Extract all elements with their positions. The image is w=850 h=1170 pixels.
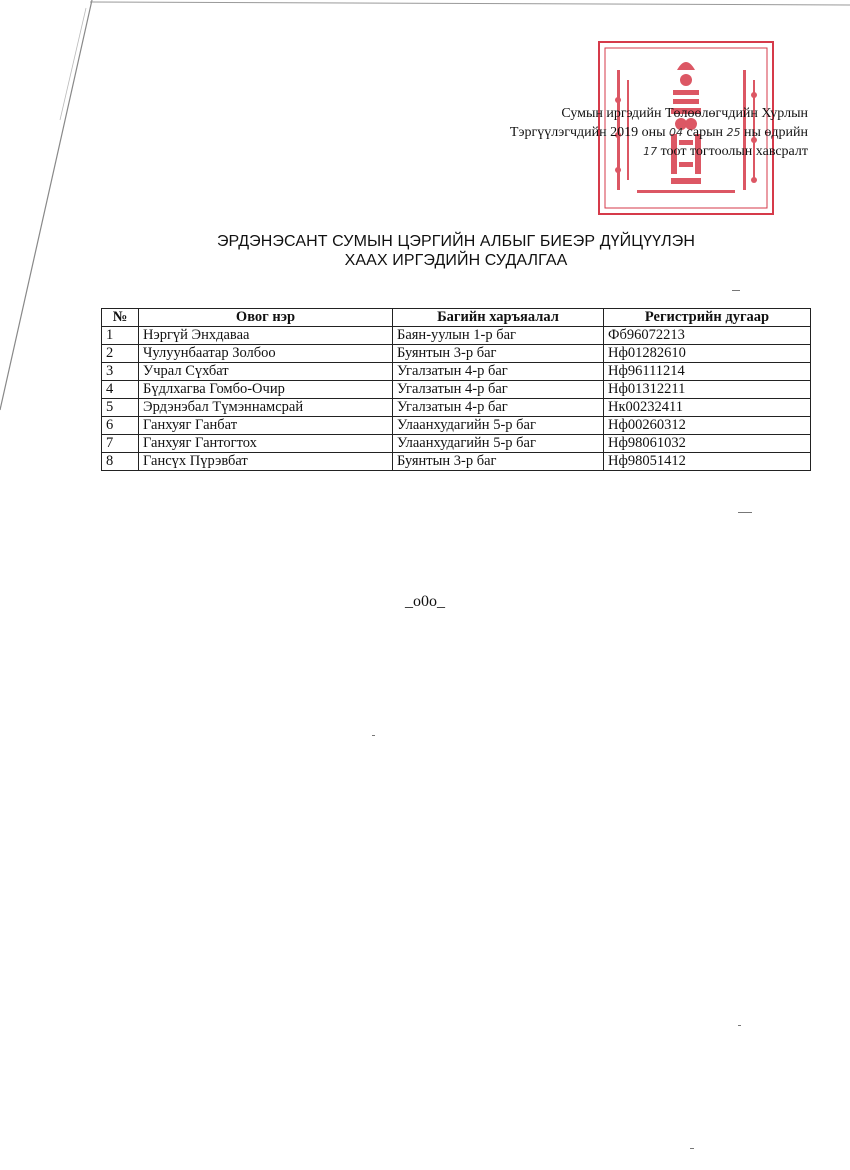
cell-name: Ганхуяг Ганбат (139, 417, 393, 435)
annex-line-1: Сумын иргэдийн Төлөөлөгчдийн Хурлын (561, 106, 808, 121)
cell-number: 4 (102, 381, 139, 399)
cell-name: Бүдлхагва Гомбо-Очир (139, 381, 393, 399)
cell-bag: Буянтын 3-р баг (393, 345, 604, 363)
cell-register: Нк00232411 (604, 399, 811, 417)
cell-name: Чулуунбаатар Золбоо (139, 345, 393, 363)
title-line-2: ХААХ ИРГЭДИЙН СУДАЛГАА (344, 252, 568, 269)
table-row (102, 381, 811, 399)
cell-number: 6 (102, 417, 139, 435)
cell-name: Учрал Сүхбат (139, 363, 393, 381)
handwritten-resolution-number: 17 (643, 145, 658, 158)
scan-edge-top (90, 0, 850, 8)
table-row (102, 435, 811, 453)
header-number: № (102, 309, 139, 327)
cell-name: Эрдэнэбал Түмэннамсрай (139, 399, 393, 417)
cell-number: 8 (102, 453, 139, 471)
annex-line-3-text: тоот тогтоолын хавсралт (660, 144, 808, 159)
cell-register: Нф96111214 (604, 363, 811, 381)
cell-number: 5 (102, 399, 139, 417)
cell-bag: Угалзатын 4-р баг (393, 363, 604, 381)
cell-bag: Угалзатын 4-р баг (393, 381, 604, 399)
scan-speck (738, 512, 752, 513)
cell-bag: Баян-уулын 1-р баг (393, 327, 604, 345)
cell-bag: Буянтын 3-р баг (393, 453, 604, 471)
annex-line-2 (510, 123, 808, 142)
scan-speck (738, 1025, 741, 1026)
annex-line-2-end: ны өдрийн (744, 125, 808, 140)
cell-register: Фб96072213 (604, 327, 811, 345)
annex-line-2-start: Тэргүүлэгчдийн 2019 оны (509, 125, 666, 140)
citizen-roster-table (101, 308, 811, 471)
handwritten-day: 25 (726, 126, 741, 139)
table-row (102, 417, 811, 435)
cell-register: Нф98051412 (604, 453, 811, 471)
document-title (100, 232, 812, 270)
cell-register: Нф01312211 (604, 381, 811, 399)
table-header-row (102, 309, 811, 327)
cell-name: Гансүх Пүрэвбат (139, 453, 393, 471)
cell-register: Нф00260312 (604, 417, 811, 435)
annex-line-3 (510, 142, 808, 161)
cell-bag: Угалзатын 4-р баг (393, 399, 604, 417)
annex-line-2-month-word: сарын (686, 125, 723, 140)
cell-number: 1 (102, 327, 139, 345)
cell-name: Ганхуяг Гантогтох (139, 435, 393, 453)
scan-speck (372, 735, 375, 736)
table-row (102, 363, 811, 381)
scan-edge-left (0, 0, 100, 420)
cell-number: 3 (102, 363, 139, 381)
header-bag: Багийн харъяалал (393, 309, 604, 327)
scan-speck (690, 1148, 694, 1149)
cell-name: Нэргүй Энхдаваа (139, 327, 393, 345)
cell-register: Нф98061032 (604, 435, 811, 453)
table-row (102, 327, 811, 345)
header-register: Регистрийн дугаар (604, 309, 811, 327)
cell-register: Нф01282610 (604, 345, 811, 363)
cell-number: 7 (102, 435, 139, 453)
table-row (102, 399, 811, 417)
cell-bag: Улаанхудагийн 5-р баг (393, 417, 604, 435)
annex-reference (510, 104, 808, 161)
cell-number: 2 (102, 345, 139, 363)
cell-bag: Улаанхудагийн 5-р баг (393, 435, 604, 453)
table-row (102, 345, 811, 363)
title-line-1: ЭРДЭНЭСАНТ СУМЫН ЦЭРГИЙН АЛБЫГ БИЕЭР ДҮЙЦҮҮЛЭН (216, 233, 696, 250)
table-row (102, 453, 811, 471)
scan-speck (732, 290, 740, 291)
header-name: Овог нэр (139, 309, 393, 327)
handwritten-month: 04 (669, 126, 683, 139)
end-of-document-mark: _o0o_ (405, 593, 445, 610)
